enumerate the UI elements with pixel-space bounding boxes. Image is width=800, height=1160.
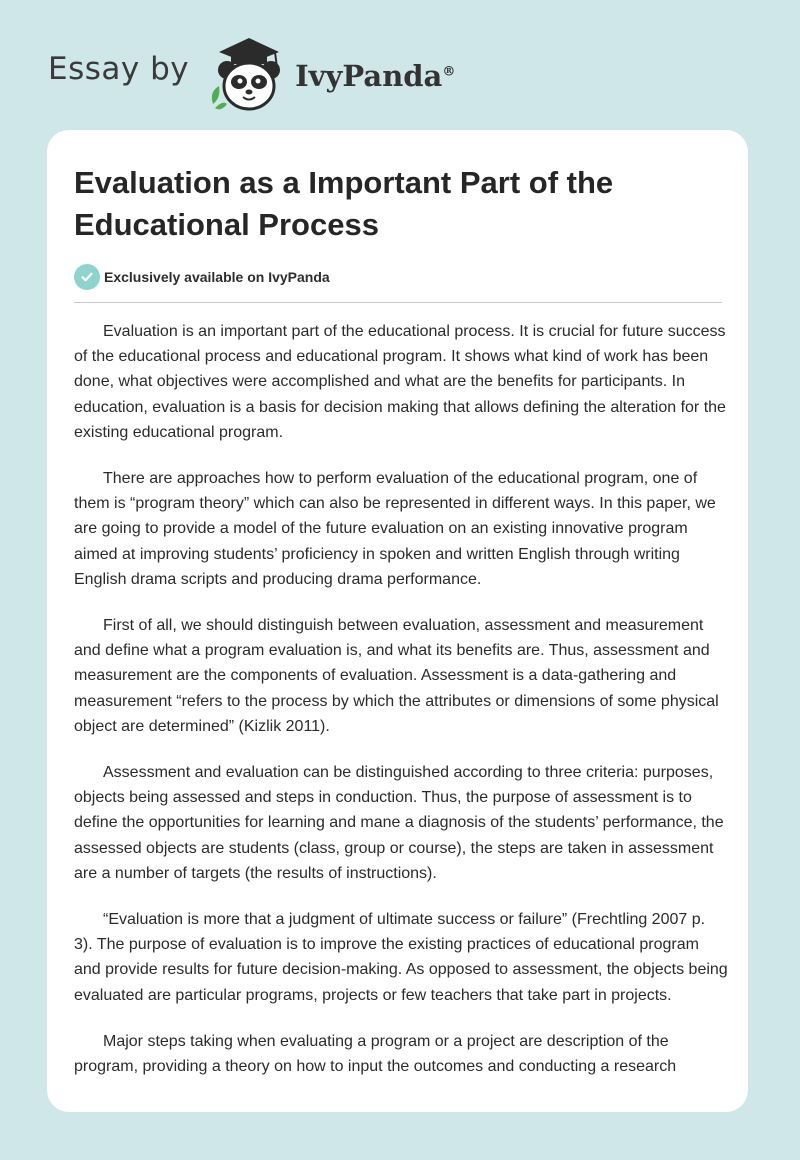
- essay-paragraph: Assessment and evaluation can be distinguished according to three criteria: purposes, objects being assessed and steps in conduction. Thus, the purpose of assessment is to define the opportunities for learning and mane a diagnosis of the students’ performance, the assessed objects are students (class, group or course), the steps are taken in assessment are a number of targets (the results of instructions).: [74, 764, 724, 882]
- essay-paragraph: First of all, we should distinguish between evaluation, assessment and measurement and define what a program evaluation is, and what its benefits are. Thus, assessment and measurement are the components of evaluation. Assessment is a data-gathering and measurement “refers to the process by which the attributes or dimensions of some physical object are determined” (Kizlik 2011).: [74, 617, 719, 735]
- brand-name: [295, 59, 455, 93]
- essay-paragraph: Major steps taking when evaluating a program or a project are description of the program, providing a theory on how to input the outcomes and conducting a research: [74, 1032, 677, 1076]
- essay-by-label: Essay by: [48, 51, 190, 87]
- exclusive-label: Exclusively available on IvyPanda: [104, 269, 330, 285]
- essay-title: Evaluation as a Important Part of the Educational Process: [74, 165, 614, 242]
- registered-mark: ®: [442, 64, 456, 80]
- essay-paragraph: “Evaluation is more that a judgment of ultimate success or failure” (Frechtling 2007 p. 3). The purpose of evaluation is to improve the existing practices of educational program and provide results for future decision-making. As opposed to assessment, the objects being evaluated are particular programs, projects or few teachers that take part in projects.: [74, 911, 728, 1004]
- essay-card: [47, 130, 748, 1112]
- essay-paragraph: There are approaches how to perform evaluation of the educational program, one of them is “program theory” which can also be represented in different ways. In this paper, we are going to provide a model of the future evaluation on an existing innovative program aimed at improving students’ proficiency in spoken and written English through writing English drama scripts and producing drama performance.: [74, 470, 716, 588]
- brand-name-text: IvyPanda: [295, 59, 443, 93]
- essay-paragraph: Evaluation is an important part of the educational process. It is crucial for future success of the educational process and educational program. It shows what kind of work has been done, what objectives were accomplished and what are the benefits for participants. In education, evaluation is a basis for decision making that allows defining the alteration for the existing educational program.: [74, 323, 726, 441]
- exclusive-badge: [74, 264, 330, 290]
- brand-header: [48, 34, 455, 114]
- check-circle-icon: [74, 264, 100, 290]
- panda-graduate-icon: [205, 34, 293, 114]
- essay-body: [74, 319, 728, 1100]
- title-divider: [74, 302, 722, 303]
